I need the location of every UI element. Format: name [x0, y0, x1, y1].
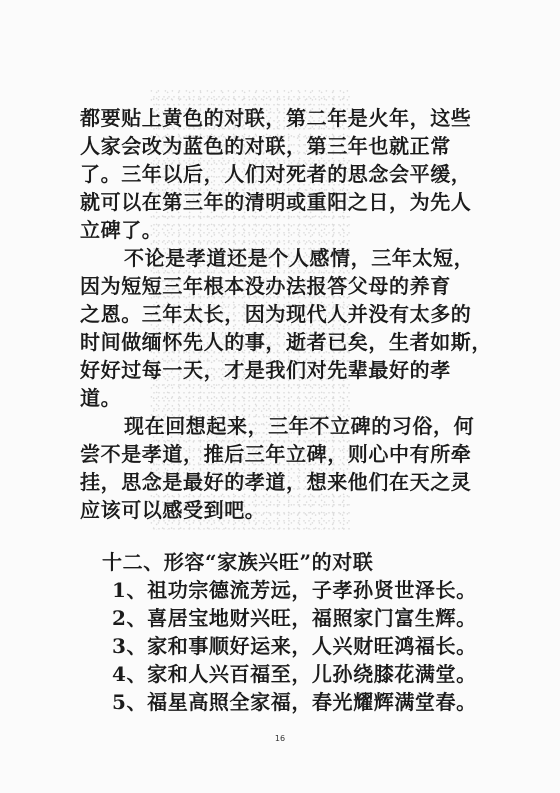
couplet-item: 2、喜居宝地财兴旺，福照家门富生辉。 [112, 606, 477, 630]
couplet-list [80, 576, 485, 716]
text-line: 不论是孝道还是个人感情，三年太短， [124, 246, 475, 270]
page-number: 16 [274, 734, 286, 743]
spacer [80, 524, 485, 548]
text-line: 都要贴上黄色的对联，第二年是火年，这些 [80, 106, 472, 130]
text-line: 人家会改为蓝色的对联，第三年也就正常 [80, 134, 451, 158]
text-line: 就可以在第三年的清明或重阳之日，为先人 [80, 190, 472, 214]
couplet-item: 1、祖功宗德流芳远，子孝孙贤世泽长。 [112, 578, 477, 602]
section-heading: 十二、形容“家族兴旺”的对联 [102, 550, 374, 574]
text-line: 好好过每一天，才是我们对先辈最好的孝 [80, 358, 451, 382]
couplet-item: 4、家和人兴百福至，儿孙绕膝花满堂。 [112, 662, 477, 686]
text-line: 之恩。三年太长，因为现代人并没有太多的 [80, 302, 472, 326]
body-text [80, 104, 492, 716]
text-line: 了。三年以后，人们对死者的思念会平缓， [80, 162, 472, 186]
paragraph-1 [80, 104, 485, 244]
text-line: 尝不是孝道，推后三年立碑，则心中有所牵 [80, 442, 472, 466]
text-line: 挂，思念是最好的孝道，想来他们在天之灵 [80, 470, 472, 494]
text-line: 立碑了。 [80, 218, 163, 242]
paragraph-2 [80, 244, 492, 412]
text-line: 时间做缅怀先人的事，逝者已矣，生者如斯， [80, 330, 492, 354]
text-line: 应该可以感受到吧。 [80, 498, 266, 522]
couplet-item: 3、家和事顺好运来，人兴财旺鸿福长。 [112, 634, 477, 658]
couplet-item: 5、福星高照全家福，春光耀辉满堂春。 [112, 690, 477, 714]
paragraph-3 [80, 412, 485, 524]
text-line: 道。 [80, 386, 122, 410]
text-line: 现在回想起来，三年不立碑的习俗，何 [124, 414, 475, 438]
text-line: 因为短短三年根本没办法报答父母的养育 [80, 274, 451, 298]
